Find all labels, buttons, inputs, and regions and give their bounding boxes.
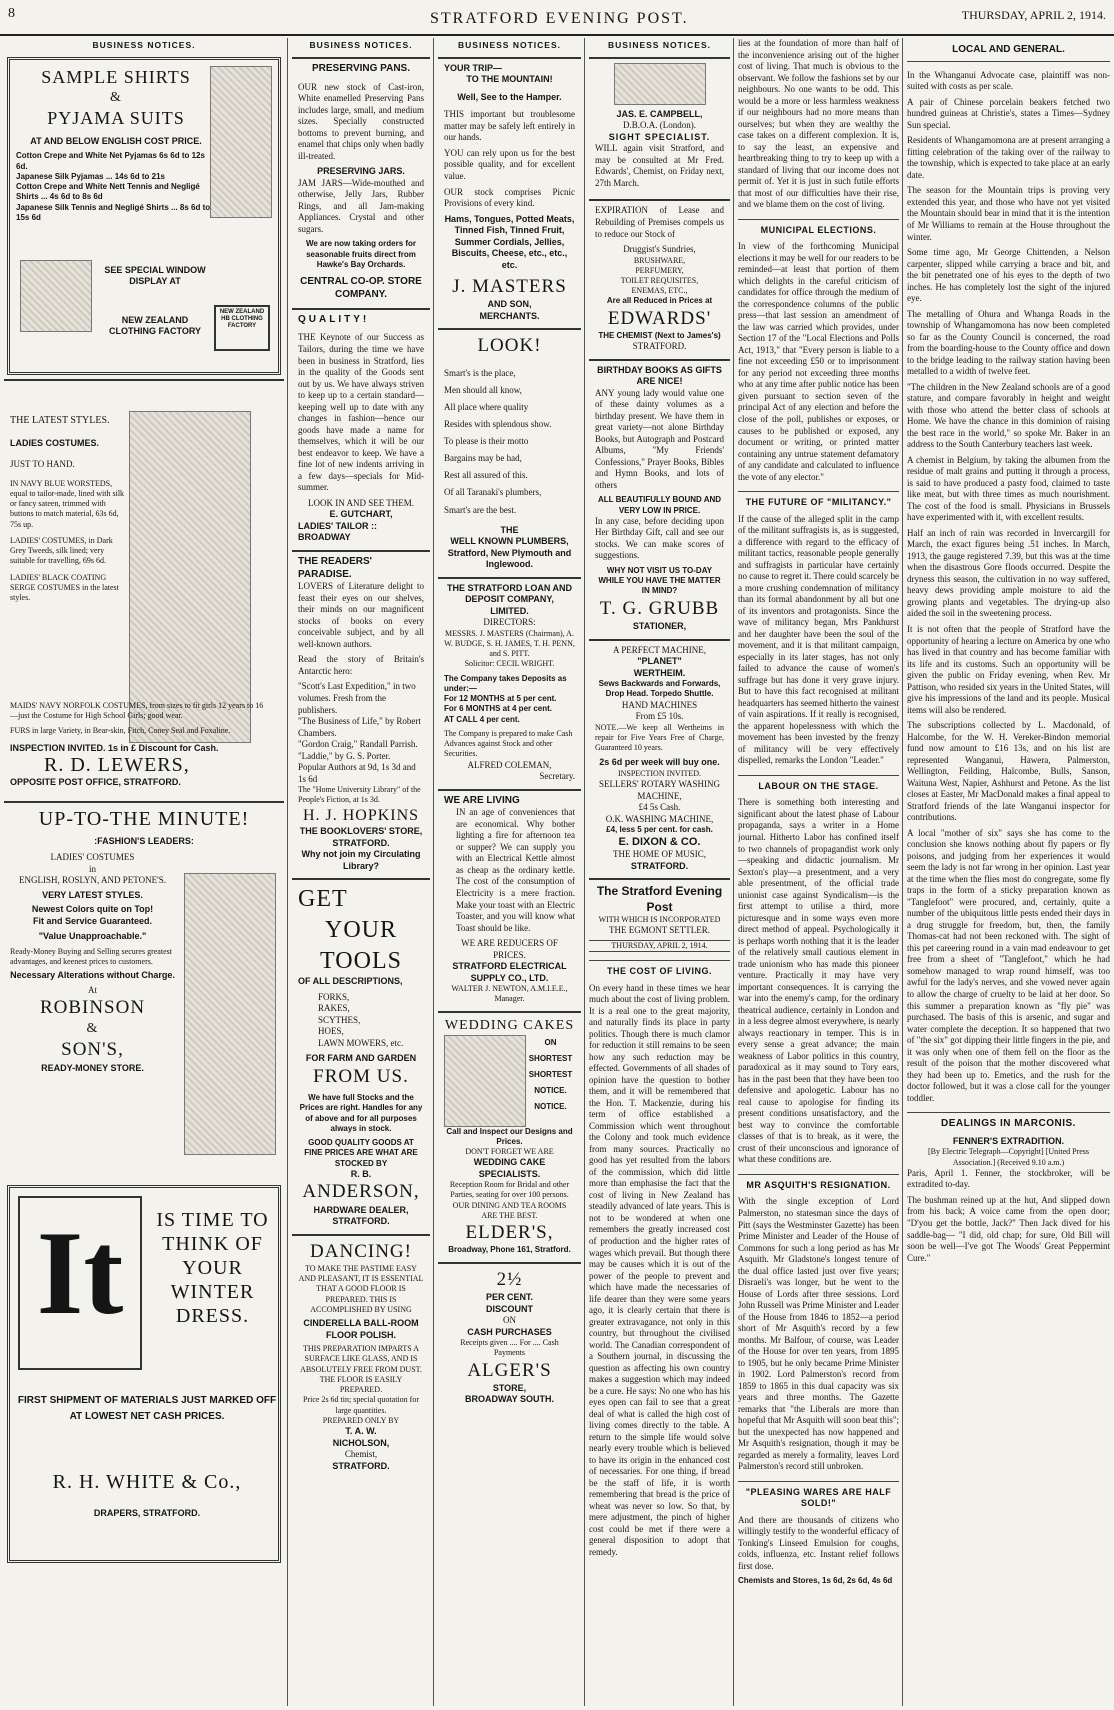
tools-your: YOUR [324,916,397,943]
dont-forget: DON'T FORGET WE ARE [465,1146,554,1156]
asquith-heading: MR ASQUITH'S RESIGNATION. [738,1174,899,1192]
discount-percent: 2½ [496,1268,523,1290]
loan-rate: For 12 MONTHS at 5 per cent. [444,694,557,704]
sellers-rotary: SELLERS' ROTARY WASHING MACHINE, [599,779,720,801]
plumbers-where: Stratford, New Plymouth and Inglewood. [447,547,572,570]
factory-logo: NEW ZEALAND HB CLOTHING FACTORY [214,305,270,351]
issue-date: THURSDAY, APRIL 2, 1914. [961,8,1106,22]
section-label: BUSINESS NOTICES. [608,40,711,50]
plumbers-line: WELL KNOWN PLUMBERS, [450,536,569,547]
hand-price: From £5 10s. [635,711,684,722]
bound-line: ALL BEAUTIFULLY BOUND AND VERY LOW IN PRICE. [597,495,722,515]
tool-item: FORKS, [318,991,350,1002]
local-item: Residents of Whangamomona are at present arranging a fitting celebration of the taking over of the railway to the township, which is expected to take place at an early date. [907,135,1110,180]
receipts-line: Receipts given .... For .... Cash Payments [460,1338,559,1358]
man-in-pyjamas-illustration [210,66,272,218]
loan-names: MESSRS. J. MASTERS (Chairman), A. W. BUDGE, S. H. JAMES, T. H. PENN, and S. PITT. [444,628,575,659]
local-item: A local "mother of six" says she has come to the conclusion she knows nothing about fly papers or fly poisons, and judging from her experiences it would seem the lady is not far wrong in her opinion. Last year at the time when the flies most do congregate, some fly traps in the form of a sticky preparation known as "Tanglefoot" were procured, and, certainly, quite a number of the ubiquitous little pests ended their days in a drug struggle for freedom, but, then, the family Thomas-cat had not been reckoned with. The sight of this pet careering round in a vain mad endeavour to get free from a sheet of "Tanglefoot," which he had somehow managed to wrap round himself, was too awful for the lady's nerves, and she vowed never again to allow the charge of cruelty to be laid at her door. So this summer a preparation known as "fly pie" was purchased. The basis of this is arsenic, and sugar and water complete the deception. It so happened that two of "the six" got dipping their little fingers in the pie, and it was only when one of them fell on the floor as the result of the poison that the mother discovered what they had been up to. Emetics, and the rush for the doctor followed, but it was a close call for the younger toddler. [907,827,1110,1103]
notice-line: NOTICE. [534,1101,567,1111]
masters-name: J. MASTERS [452,276,567,298]
column-3 [438,38,581,1706]
militancy-body: If the cause of the alleged split in the camp of the militant suffragists is, as is suggested, a difference with regard to the efficacy of militant tactics, reasonable people generally and suffragists in particular have certainly no cause to regret it. There could scarcely be a more crushing condemnation of militancy than its formal abandonment by all but one of its inventors and protagonists. Since the wave of militancy began, Mrs Pankhurst and her daughter have been the soul of the movement, and it is that militant campaign, especially in its later stages, has not only failed to advance the cause of women's suffrage but has done it very grave injury. But to have this fact recognised at militant headquarters has seemed hitherto the vainest of vain aspirations. If it really is recognised, the apparent hopelessness with which the movement has been invested by the frenzy of militancy will be very effectively dispelled, remarks the London "Leader." [738,513,899,766]
tool-item: SCYTHES, [318,1014,361,1025]
editorial-section [589,878,730,1558]
local-item: In the Whanganui Advocate case, plaintiff was non-suited with costs as per scale. [907,69,1110,92]
nicholson-chemist: Chemist, [344,1449,378,1460]
anderson-advert [292,878,430,1232]
preserving-pans-advert [292,57,430,306]
hopkins-name: H. J. HOPKINS [302,806,420,824]
sundry-item: BRUSHWARE, [633,255,686,265]
costume-item: LADIES' BLACK COATING SERGE COSTUMES in the latest styles. [10,572,119,603]
editorial-masthead: The Stratford Evening Post [596,884,723,914]
materials-line: FIRST SHIPMENT OF MATERIALS JUST MARKED OFF AT LOWEST NET CASH PRICES. [17,1394,277,1422]
druggist-sundries: Druggist's Sundries, [623,244,696,255]
trip-heading-2: TO THE MOUNTAIN! [466,74,553,85]
loan-deposits: The Company takes Deposits as under:— [444,673,567,693]
tool-item: LAWN MOWERS, etc. [318,1037,404,1048]
notice-line: ON [544,1037,557,1047]
wedding-cakes-heading: WEDDING CAKES [444,1017,575,1033]
loan-deposit-advert [438,577,581,787]
shirts-headline: SAMPLE SHIRTS [41,66,191,87]
trip-heading: YOUR TRIP— [444,62,503,73]
dancing-heading: DANCING! [310,1240,412,1262]
cake-specialists: WEDDING CAKE SPECIALISTS. [473,1157,546,1179]
sews-line: Sews Backwards and Forwards, Drop Head. Torpedo Shuttle. [598,679,721,699]
hopkins-store: THE BOOKLOVERS' STORE, STRATFORD. [299,826,423,848]
lewers-name: R. D. LEWERS, [44,753,190,776]
robinson-line: Ready-Money Buying and Selling secures greatest advantages, and keenest prices to customers. [10,946,172,966]
cinderella-product: CINDERELLA BALL-ROOM FLOOR POLISH. [303,1318,419,1340]
alger-address: BROADWAY SOUTH. [464,1394,554,1405]
sundry-item: TOILET REQUISITES, [620,276,699,286]
gutchart-name: E. GUTCHART, [329,509,393,520]
shirts-advert [7,57,281,375]
grubb-name: T. G. GRUBB [599,597,720,619]
home-library: The "Home University Library" of the People's Fiction, at 1s 3d. [298,785,421,805]
column-rule [733,38,734,1706]
cost-of-living-continued: lies at the foundation of more than half of the inconvenience arising out of the higher cost of living. That much is obvious to the observant. We follow the fashions set by our neighbours. No one wants to be odd. This would be a more or less harmless weakness if our neighbours had no more means than ourselves; but when they are wealthy the case takes on a different complexion. It is, to say the least, an expensive and heartbreaking thing to try to keep up with a standard of living that our income does not permit of. Yet it is just in such futile efforts that most of our difficulties have their rise, and we blame them on the cost of living. [738,38,899,210]
robinson-advert [4,801,284,1181]
dixon-name: E. DIXON & CO. [618,836,701,849]
home-of-music: THE HOME OF MUSIC, [612,849,706,860]
cost-of-living-heading: THE COST OF LIVING. [589,960,730,978]
local-item: The season for the Mountain trips is proving very extended this year, and those who have not yet visited the Mountain should bear in mind that it is the intention of Mr Williams to remain at the House throughout the winter. [907,185,1110,242]
edwards-body: EXPIRATION of Lease and Rebuilding of Premises compels us to reduce our Stock of [595,205,724,239]
trip-para: THIS important but troublesome matter may be safely left entirely in our hands. [444,109,575,143]
wertheim-line: WERTHEIM. [633,667,686,678]
sundry-item: PERFUMERY, [635,265,684,275]
acrostic-line: All place where quality [444,401,529,412]
per-cent: PER CENT. [485,1292,533,1303]
acrostic-line: Rest all assured of this. [444,470,528,481]
shirt-item: Japanese Silk Tennis and Negligé Shirts ... 8s 6d to 15s 6d [16,202,211,222]
discount-on: ON [503,1315,516,1326]
dancing-body: TO MAKE THE PASTIME EASY AND PLEASANT, IT IS ESSENTIAL THAT A GOOD FLOOR IS PREPARED. THIS IS ACCOMPLISHED BY USING [298,1264,424,1314]
hopkins-advert [292,550,430,876]
tools-descriptions: OF ALL DESCRIPTIONS, [298,976,403,987]
dixon-advert [589,639,730,877]
inspection-line: INSPECTION INVITED. 1s in £ Discount for Cash. [10,742,219,753]
nicholson-town: STRATFORD. [332,1460,390,1471]
acrostic-line: Smart's are the best. [444,504,517,515]
tool-item: RAKES, [318,1003,350,1014]
gutchart-address: LADIES' TAILOR :: BROADWAY [298,520,377,543]
readers-paradise: THE READERS' PARADISE. [298,555,373,580]
pleasing-wares-heading: "PLEASING WARES ARE HALF SOLD!" [738,1481,899,1510]
notice-line: SHORTEST [528,1053,573,1063]
column-rule [902,38,903,1706]
robinson-line: Newest Colors quite on Top! [31,904,154,915]
fenner-credit: [By Electric Telegraph—Copyright] [United Press Association.] (Received 9.10 a.m.) [927,1147,1090,1167]
robinson-name: ROBINSON [39,997,146,1019]
acrostic-line: Bargains may be had, [444,453,522,464]
look-heading: LOOK! [477,335,542,357]
column-rule [584,38,585,1706]
section-label: BUSINESS NOTICES. [92,40,196,50]
tools-get: GET [298,886,348,913]
egmont-settler: THE EGMONT SETTLER. [608,925,711,936]
cost-of-living-body: On every hand in these times we hear much about the cost of living problem. It is a real one to the great majority, and naturally finds its place in party politics. Though there is much clamor for reduction it still remains to be seen how any such reduction may be effected. Governments of all shades of opinion have the question to bother them, and it will be remembered that the Hon. T. Mackenzie, during his term of office established a Commission which went throughout the Colony and took much evidence from many sources. Practically no good has yet resulted from the labors of the commission, which did little more than emphasise the fact that the cost of living in New Zealand has steadily advanced of late years. This is not to be wondered at when one remembers the greatly increased cost of production and the higher rates of wages which prevail. But though there may be causes which it is out of the power of the people to prevent and which have made the necessaries of life dearer than they were some years ago, it is clearly certain that there is greater extravagance, not only in this country, but throughout the civilised world. The Canadian correspondent of a Southern journal, in discussing the question as affecting his own country makes a suggestion which may indeed be a cure. He says: No one who has his eyes open can fail to see that a great deal of what is called the high cost of living comes directly to the table. A return to the simple life would solve nearly every trouble which is believed to have its origin in the enhanced cost of necessaries. For one thing, if bread be the staff of life, it is worth remembering that bread is the price of wheat was never so low. So that, by mere adjustment, the pinch of higher cost could be met if there were a general disposition to adopt that remedy. [589,982,730,1557]
gutchart-advert [292,308,430,548]
look-in-line: LOOK IN AND SEE THEM. [307,497,415,508]
planet-line: "PLANET" [637,656,682,667]
loan-rate: AT CALL 4 per cent. [444,714,520,724]
column-rule [287,38,288,1706]
local-item: The metalling of Ohura and Whanga Roads in the township of Whangamomona has now been completed so far as the County Council is concerned, the road from the boarding-house to the County office and down to the bridge leading to the railway station having been metalled to a width of twelve feet. [907,308,1110,377]
section-label: BUSINESS NOTICES. [309,40,413,50]
white-sub: DRAPERS, STRATFORD. [93,1507,201,1518]
sellers-price: £4 5s Cash. [638,802,681,813]
dixon-town: STRATFORD. [630,860,689,871]
shirt-item: Cotton Crepe and White Net Pyjamas 6s 6d to 12s 6d. [16,151,205,171]
local-item: A chemist in Belgium, by taking the albumen from the residue of malt grains and putting it through a process, is said to have produced a pasty food, claimed to taste like meat, but with three times as much nourishment. The cost of the food is small. Physicians in Brussels have experimented with it, with excellent results. [907,454,1110,523]
grubb-stationer: STATIONER, [632,621,687,631]
edwards-chemist: THE CHEMIST (Next to James's) [598,331,721,341]
costume-item: LADIES' COSTUMES, in Dark Grey Tweeds, silk lined; very suitable for travelling, 69s 6d. [10,535,113,566]
campbell-dbo: D.B.O.A. (London). [623,120,696,131]
wedding-cake-illustration [444,1035,526,1127]
inspection-invited: INSPECTION INVITED. [617,768,702,778]
column-rule [433,38,434,1706]
robinson-line: "Value Unapproachable." [38,931,147,942]
column-5 [738,38,899,1706]
grubb-case: In any case, before deciding upon Her Birthday Gift, call and see our stocks. We can make scores of suggestions. [595,515,724,561]
lady-in-costume-illustration [184,873,276,1155]
winter-dress-headline: IS TIME TO THINK OF YOUR WINTER DRESS. [156,1208,269,1327]
stage-body: There is something both interesting and significant about the latest phase of Labour propaganda, says a writer in a Home journal. Hitherto Labor has confined itself to two channels of propagandist work only—speaking and didactic journalism. Mr Sexton's play—a presentment, and a very able presentment, of the official trade unionist case against Syndicalism—is the first attempt to utilise a third, more picturesque and in some ways even more direct method of appeal. Psychologically it is perhaps worth nothing that it is the leader of the relatively small cautious element in trade unionism who has made this pioneer venture. Practically it may have very important consequences. It is carrying the war into the enemy's camp, for the ordinary theatrical audience, certainly in London and in a less degree almost everywhere, is nearly always reactionary in temper. This is in every sense a great advance; the main weakness of Labor politics in this country, paradoxical as it may sound to Tory ears, has in the past been that they have been too defensive and apologetic. Labour has no real cause to apologise for finding its present conditions unsatisfactory, and the best way to convince the comfortable classes of that is to break, as it were, the crust of their unconscious and ignorance of what these conditions are. [738,797,899,1165]
local-item: Some time ago, Mr George Chittenden, a Nelson carpenter, slipped while carrying a brace and bit, and the bit penetrated one of his eyes to the depth of two inches. He has completely lost the sight of the injured eye. [907,247,1110,304]
edwards-advert [589,199,730,356]
anderson-town: STRATFORD. [332,1216,390,1227]
the-line: THE [500,524,519,535]
local-general-heading: LOCAL AND GENERAL. [907,44,1110,62]
masters-merchants: MERCHANTS. [479,310,540,321]
campbell-name: JAS. E. CAMPBELL, [616,108,703,119]
alger-advert [438,1262,581,1410]
page-number: 8 [8,6,15,21]
marconis-heading: DEALINGS IN MARCONIS. [907,1112,1110,1131]
just-to-hand: JUST TO HAND. [10,459,75,470]
acrostic-line: To please is their motto [444,436,529,447]
weekly-line: 2s 6d per week will buy one. [599,757,720,768]
alger-name: ALGER'S [467,1359,552,1381]
dancing-advert [292,1234,430,1476]
newspaper-title: STRATFORD EVENING POST. [430,10,689,27]
robinson-line: LADIES' COSTUMES [50,851,135,862]
municipal-body: In view of the forthcoming Municipal elections it may be well for our readers to be reminded—at least that portion of them which delights in the careful criticism of candidates for office through the medium of the correspondence columns of the public press—that last session an amendment of the law was carried which provides, under Section 17 of the "Local Elections and Polls Act, 1913," that "Every person is liable to a fine not exceeding £50 or to imprisonment for any period not exceeding three months who at any time after public notice has been given pursuant to section seven of the principal Act of any election and before the close of the poll, publishes or exposes, or causes to be published or exposed, any document or writing, or printed matter containing any untrue statement defamatory of any candidate and calculated to influence the vote of any elector." [738,241,899,482]
dancing-body-2: THIS PREPARATION IMPARTS A SURFACE LIKE GLASS, AND IS ABSOLUTELY FREE FROM DUST. THE FLOOR IS EASILY PREPARED. [300,1344,422,1395]
latest-styles: THE LATEST STYLES. [10,414,110,426]
jars-body: JAM JARS—Wide-mouthed and otherwise, Jelly Jars, Rubber Rings, and all Jam-making Appliances. Crystal and other sugars. [298,177,424,234]
from-us: FROM US. [313,1065,409,1087]
notice-line: NOTICE. [534,1085,567,1095]
birthday-heading: BIRTHDAY BOOKS AS GIFTS ARE NICE! [597,364,722,387]
section-label: BUSINESS NOTICES. [458,40,561,50]
loan-advances: The Company is prepared to make Cash Advances against Stock and other Securities. [444,728,573,759]
inspect-designs: Call and Inspect our Designs and Prices. [446,1126,573,1146]
electrical-body: IN an age of conveniences that are economical. Why bother lighting a fire for afternoon tea or supper? We can supply you with an Electrical Kettle almost as cheap as the ordinary kettle. The cost of the consumption of Electricity is a mere fraction. Make your toast with an Electric Toaster, and you will know what Toast should be like. [456,807,575,933]
fashion-leaders: :FASHION'S LEADERS: [94,836,194,847]
spectacles-illustration [614,63,706,105]
edwards-town: STRATFORD. [632,341,687,352]
ok-machine: O.K. WASHING MACHINE, [605,813,714,824]
acrostic-line: Resides with splendous show. [444,419,552,430]
gutchart-body: THE Keynote of our Success as Tailors, during the time we have been in business in Stratford, lies in the quality of the Goods sent out by us. We have always striven to keep up to a certain standard—keeping well up to date with any changes in fashion—hence our goods have made a name for themselves, which it will be our best endeavor to keep. We have a fine lot of new indents arriving in a few days—specials for Mid-summer. [298,332,424,493]
robinson-line: ENGLISH, ROSLYN, AND PETONE'S. [18,875,167,886]
column-4 [589,38,730,1706]
dancing-price: Price 2s 6d tin; special quotation for large quantities. [303,1395,419,1415]
hopkins-read: Read the story of Britain's Antarctic hero: [298,654,424,676]
trip-para: OUR stock comprises Picnic Provisions of every kind. [444,186,575,209]
masters-and-son: AND SON, [487,299,532,310]
jars-heading: PRESERVING JARS. [317,166,405,177]
visit-line: WHY NOT VISIT US TO-DAY WHILE YOU HAVE THE MATTER IN MIND? [598,565,721,596]
tools-tools: TOOLS [320,947,402,974]
campbell-advert [589,57,730,198]
discount: DISCOUNT [486,1303,533,1314]
hand-machines: HAND MACHINES [621,699,698,710]
robinson-line: Fit and Service Guaranteed. [32,915,153,926]
pans-heading: PRESERVING PANS. [312,62,410,74]
costumes-heading: LADIES COSTUMES. [10,437,100,448]
book-item: "Gordon Craig," Randall Parrish. [298,739,418,750]
robinson-sons: SON'S, [61,1039,124,1061]
cost-price-line: AT AND BELOW ENGLISH COST PRICE. [30,135,202,146]
edwards-name: EDWARDS' [607,307,712,329]
notice-line: SHORTEST [528,1069,573,1079]
living-heading: WE ARE LIVING [444,794,520,806]
nicholson-name: NICHOLSON, [332,1437,390,1448]
grubb-advert [589,359,730,637]
cash-purchases: CASH PURCHASES [467,1326,552,1337]
costume-item: IN NAVY BLUE WORSTEDS, equal to tailor-made, lined with silk or fancy sateen, trimmed with buttons to match material, 63s 6d, 75s up. [10,478,125,529]
farm-garden: FOR FARM AND GARDEN [305,1053,417,1064]
incorporated-line: WITH WHICH IS INCORPORATED [598,915,721,925]
anderson-name: ANDERSON, [302,1181,420,1203]
white-advert [7,1185,281,1563]
book-item: "Laddie," by G. S. Porter. [298,750,391,761]
sight-specialist: SIGHT SPECIALIST. [608,131,711,142]
quality-heading: QUALITY! [298,313,370,325]
mountain-trip-advert [438,57,581,327]
co-op-name: CENTRAL CO-OP. STORE COMPANY. [300,276,422,300]
bushman-verse: The bushman reined up at the hut, And slipped down from his back; A voice came from the open door; "D'you get the bottle, Jack?" Then Jack dived for his saddle-bag— "I did, old chap; for sure, Old Bill will soon be well—I've got The Woods' Great Peppermint Cure." [907,1194,1110,1263]
alger-store: STORE, [492,1382,527,1393]
loan-directors: DIRECTORS: [483,617,536,628]
stage-heading: LABOUR ON THE STAGE. [738,775,899,793]
smart-plumbers-advert [438,328,581,574]
robinson-line: Necessary Alterations without Charge. [10,970,175,981]
pleasing-wares-body: And there are thousands of citizens who willingly testify to the wonderful efficacy of Tonking's Linseed Emulsion for coughs, colds, influenza, etc. Instant relief follows first dose. [738,1514,899,1571]
reception-rooms: Reception Room for Bridal and other Parties, seating for over 100 persons. OUR DINING AND TEA ROOMS ARE THE BEST. [449,1180,570,1220]
prepared-by: PREPARED ONLY BY [322,1415,400,1425]
municipal-heading: MUNICIPAL ELECTIONS. [738,219,899,237]
hopkins-why: Why not join my Circulating Library? [301,849,421,871]
shirt-item: Cotton Crepe and White Nett Tennis and Negligé Shirts ... 4s 6d to 8s 6d [16,182,200,202]
fenner-heading: FENNER'S EXTRADITION. [952,1135,1065,1146]
robinson-line: VERY LATEST STYLES. [42,889,143,900]
loan-limited: LIMITED. [490,605,529,616]
column-1 [4,38,284,1706]
local-item: Half an inch of rain was recorded in Invercargill for March, the exact figures being .51 inches. In March, 1913, the gauge registered 7.39, but this was at the time when the disastrous Gore floods occurred. Despite the dryness this season, the cultivation in no way suffered, heavy dews providing ample moisture to aid the growing plants and vegetables. The drying-up also aided the soil in the sweetening process. [907,527,1110,619]
anderson-initials: R. B. [350,1168,372,1179]
reduced-line: Are all Reduced in Prices at [606,296,713,306]
robinson-line: At [88,984,97,995]
factory-name: NEW ZEALAND CLOTHING FACTORY [109,314,201,337]
costume-item: MAIDS' NAVY NORFOLK COSTUMES, from sizes to fit girls 12 years to 16—just the Costume for High School Girls; good wear. [10,700,264,721]
elder-advert [438,1011,581,1260]
shirt-illustration [20,260,92,332]
elder-name: ELDER'S, [465,1222,554,1244]
editorial-date: THURSDAY, APRIL 2, 1914. [589,940,730,952]
page-masthead [0,0,1114,36]
sundry-item: ENEMAS, ETC., [631,286,688,296]
elder-address: Broadway, Phone 161, Stratford. [448,1245,571,1255]
lewers-address: OPPOSITE POST OFFICE, STRATFORD. [10,776,181,787]
book-item: "The Business of Life," by Robert Chambers. [298,716,421,738]
acrostic-line: Of all Taranaki's plumbers, [444,487,542,498]
local-item: The subscriptions collected by L. Macdonald, of Halcombe, for the W. H. Vereker-Bindon memorial fund now amount to £16 13s, and on his list are represented Wanganui, Hawera, Palmerston, Wellington, Feilding, Halcombe, Bulls, Sanson, Waituna West, Napier, Ashhurst and Petone. As the list closes at Easter, Mr MacDonald makes a final appeal to Stratford friends of the late Wanganui inspector for contributions. [907,720,1110,823]
acrostic-line: Men should all know, [444,384,522,395]
local-item: It is not often that the people of Stratford have the opportunity of hearing a lecture on America by one who has lived in that country and has become familiar with its life and its customs. Such an opportunity will be given the public on Friday evening, when Rev. Mr Pattison, who resided six years in the United States, will give his impressions of the land and its people. Musical items will also be rendered. [907,624,1110,715]
pans-body: OUR new stock of Cast-iron, White enamelled Preserving Pans includes large, small, and medium sizes. Specially constructed bottoms to prevent burning, and enamel that chips only when badly ill-treated. [298,81,424,161]
trip-para: Hams, Tongues, Potted Meats, Tinned Fish, Tinned Fruit, Summer Cordials, Jellies, Biscuits, Cheese, etc., etc., etc. [444,213,575,270]
robinson-line: in [88,863,96,874]
hopkins-body: LOVERS of Literature delight to feast their eyes on our shelves, their minds on our magnificent stocks of books on every conceivable subject, and by all well-known authors. [298,581,424,649]
electrical-advert [438,789,581,1009]
loan-rate: For 6 MONTHS at 4 per cent. [444,704,553,714]
hamper-line: Well, See to the Hamper. [457,91,562,102]
decorative-initial: It [18,1196,142,1370]
shirt-item: Japanese Silk Pyjamas ... 14s 6d to 21s [16,171,165,181]
ok-price: £4, less 5 per cent. for cash. [606,825,713,835]
electrical-manager: WALTER J. NEWTON, A.M.I.E.E., Manager. [451,984,568,1004]
wertheim-note: NOTE.—We keep all Wertheims in repair for Five Years Free of Charge, Guaranteed 10 years. [595,722,724,753]
pleasing-wares-price: Chemists and Stores, 1s 6d, 2s 6d, 4s 6d [738,1576,893,1586]
book-item: "Scott's Last Expedition," in two volumes. Fresh from the publishers. [298,681,416,715]
loan-heading: THE STRATFORD LOAN AND DEPOSIT COMPANY, [447,582,572,605]
white-name: R. H. WHITE & Co., [52,1470,242,1493]
local-item: "The children in the New Zealand schools are of a good stature, and compare favorably in height and weight with those who attend the better class of schools at Home. We have the chance in this dominion of raising the best race in the world," so spoke Mr. Baker in an address to the South Canterbury teachers last week. [907,381,1110,450]
electrical-company: STRATFORD ELECTRICAL SUPPLY CO., LTD. [452,961,567,983]
nicholson-initials: T. A. W. [345,1426,377,1437]
perfect-machine: A PERFECT MACHINE, [612,644,707,655]
local-item: A pair of Chinese porcelain beakers fetched two hundred guineas at Christie's, states a Times—Sydney Sun special. [907,96,1110,130]
pyjama-headline: PYJAMA SUITS [47,107,185,128]
loan-solicitor: Solicitor: CECIL WRIGHT. [464,659,555,669]
asquith-body: With the single exception of Lord Palmerston, no statesman since the days of Pitt (says the Westminster Gazette) has been Prime Minister and Leader of the House of Commons for such a long period as has Mr Asquith. Mr Gladstone's longest tenure of the dual office lasted just over five years; Disraeli's was longer, but he went to the House of Lords after three sessions. Lord John Russell was Prime Minister and Leader of the House from 1846 to 1852—a period short of Mr Asquith's record by a few months. Mr Balfour, of course, was Leader of the House for over ten years, from 1895 to 1905, but he only became Prime Minister in 1902. Lord Palmerston's record from 1859 to 1865 in this dual capacity was six years and three months. The Gazette remarks that "the Liberals are more than hopeful that Mr Asquith will soon beat this"; but the unexpected has now happened and Mr Asquith's resignation, though it may be regarded as merely a formality, leaves Lord Palmerston's record still unbroken. [738,1196,899,1472]
robinson-ampersand: & [86,1021,99,1037]
militancy-heading: THE FUTURE OF "MILITANCY." [738,491,899,509]
trip-para: YOU can rely upon us for the best possible quality, and for excellent value. [444,147,575,181]
ampersand: & [110,89,122,105]
robinson-headline: UP-TO-THE MINUTE! [38,807,250,830]
loan-secretary-name: ALFRED COLEMAN, [467,759,552,770]
reducers-line: WE ARE REDUCERS OF PRICES. [461,938,558,960]
acrostic-line: Smart's is the place, [444,367,516,378]
hardware-dealer: HARDWARE DEALER, [313,1204,409,1215]
good-quality-line: GOOD QUALITY GOODS AT FINE PRICES ARE WHAT ARE STOCKED BY [304,1138,418,1168]
column-2 [292,38,430,1706]
column-6 [907,38,1110,1706]
ready-money-store: READY-MONEY STORE. [41,1062,144,1073]
fenner-body: Paris, April 1. Fenner, the stockbroker, will be extradited to-day. [907,1167,1110,1190]
woman-in-costume-illustration [129,411,251,743]
tool-item: HOES, [318,1026,344,1037]
window-display-line: SEE SPECIAL WINDOW DISPLAY AT [104,264,206,287]
grubb-body: ANY young lady would value one of these dainty volumes as a birthday present. We have them in great variety—not alone Birthday Books, but Autograph and Postcard Albums, "My Friends' Confessions," Prayer Books, Bibles and Hymn Books, and lots of others [595,387,724,490]
costume-item: FURS in large Variety, in Bear-skin, Fitch, Coney Seal and Foxaline. [10,725,231,735]
stocks-line: We have full Stocks and the Prices are right. Handles for any of above and for all purposes always in stock. [299,1093,423,1133]
orders-line: We are now taking orders for seasonable fruits direct from Hawke's Bay Orchards. [305,239,417,269]
campbell-body: WILL again visit Stratford, and may be consulted at Mr Fred. Edwards', Chemist, on Friday next, 27th March. [595,143,724,188]
popular-authors: Popular Authors at 9d, 1s 3d and 1s 6d [298,762,416,784]
lewers-advert [4,379,284,799]
loan-secretary: Secretary. [539,771,575,782]
